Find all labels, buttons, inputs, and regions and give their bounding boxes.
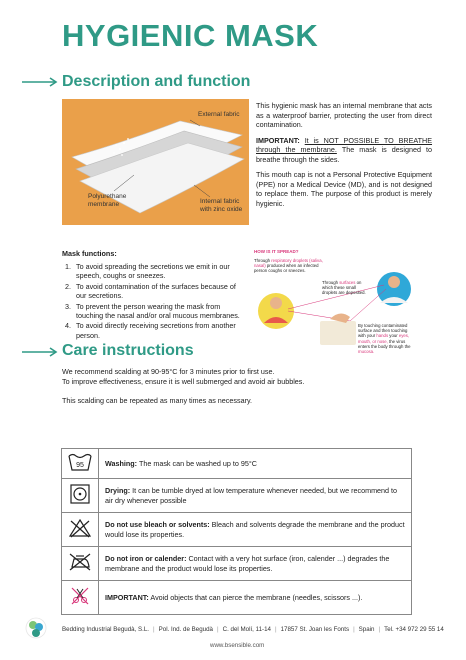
footer-phone: Tel. +34 972 29 55 14 (384, 626, 444, 633)
arrow-right-icon (22, 76, 58, 88)
footer-country: Spain (358, 626, 375, 633)
footer-address-city: 17857 St. Joan les Fonts (280, 626, 350, 633)
spread-heading: HOW IS IT SPREAD? (254, 249, 299, 254)
list-item-number: 4. (65, 321, 71, 331)
important-underlined-text: It is NOT POSSIBLE TO BREATHE through the membrane. (256, 135, 433, 154)
no-sharp-objects-icon (62, 581, 99, 615)
important-label: IMPORTANT: (256, 135, 300, 145)
table-row (62, 581, 412, 615)
spread-infographic (254, 249, 412, 355)
table-row (62, 547, 412, 581)
care-heading: Care instructions (62, 342, 194, 359)
spread-touch-text: By touching contaminated surface and then touching with your hands your eyes, mouth, or nose, the virus enters the body through the mucosa. (358, 323, 411, 355)
arrow-right-icon (22, 346, 58, 358)
company-logo (24, 616, 48, 644)
list-item-number: 2. (65, 281, 71, 291)
washing-instruction: Washing: The mask can be washed up to 95°C (99, 449, 412, 479)
wash-95-icon (62, 449, 99, 479)
list-item (62, 282, 246, 301)
care-line-scalding: We recommend scalding at 90-95°C for 3 minutes prior to first use. (62, 367, 275, 376)
footer-address-street: C. del Molí, 11-14 (222, 626, 271, 633)
tumble-dry-icon (62, 479, 99, 513)
table-row (62, 513, 412, 547)
important-rest-text: The mask is designed to breathe through the sides. (256, 145, 433, 164)
list-item (62, 321, 246, 340)
description-paragraph: This hygienic mask has an internal membrane that acts as a waterproof barrier, protecting the user from direct contamination. (256, 101, 432, 129)
list-item-number: 1. (65, 262, 71, 271)
list-item-text: To avoid spreading the secretions we emit in our speech, coughs or sneezes. (76, 262, 230, 281)
no-iron-icon (62, 547, 99, 581)
svg-text:95: 95 (76, 462, 84, 470)
no-iron-instruction: Do not iron or calender: Contact with a very hot surface (iron, calender ...) degrades the membrane and the product would lose its properties. (99, 547, 412, 581)
list-item (62, 302, 246, 321)
ppe-disclaimer-paragraph: This mouth cap is not a Personal Protective Equipment (PPE) nor a Medical Device (MD), and is not designed to replace them. The purpose of this product is merely hygienic. (256, 170, 432, 208)
list-item-text: To avoid contamination of the surfaces because of our secretions. (76, 281, 236, 301)
description-text (256, 101, 432, 214)
polyurethane-label-line1: Polyurethane (88, 193, 127, 200)
no-bleach-icon (62, 513, 99, 547)
spread-surfaces-text: Through surfaces on which these small droplets are deposited. (322, 280, 366, 296)
page-title: HYGIENIC MASK (62, 18, 319, 53)
care-text (62, 367, 422, 405)
list-item-number: 3. (65, 301, 71, 311)
drying-instruction: Drying: It can be tumble dryed at low temperature whenever needed, but we recommend to air dry whenever possible (99, 479, 412, 513)
care-symbols-table (61, 448, 412, 615)
footer-address-industrial-park: Pol. Ind. de Begudà (158, 626, 213, 633)
mask-functions-list (62, 262, 246, 341)
mask-functions-title: Mask functions: (62, 249, 117, 258)
external-fabric-label: External fabric (198, 111, 240, 118)
table-row (62, 479, 412, 513)
footer-website-link[interactable]: www.bsensible.com (210, 642, 265, 649)
list-item-text: To avoid directly receiving secretions from another person. (76, 321, 236, 340)
no-bleach-instruction: Do not use bleach or solvents: Bleach and solvents degrade the membrane and the product would lose its properties. (99, 513, 412, 547)
description-heading: Description and function (62, 73, 251, 90)
mask-layers-illustration (62, 99, 249, 225)
care-line-repeat: This scalding can be repeated as many times as necessary. (62, 395, 253, 405)
list-item (62, 262, 246, 281)
list-item-text: To prevent the person wearing the mask from touching the nasal and/or oral mucous membranes. (76, 301, 240, 321)
internal-fabric-label-line2: with zinc oxide (200, 206, 243, 213)
care-line-effectiveness: To improve effectiveness, ensure it is well submerged and avoid air bubbles. (62, 376, 305, 386)
footer-company: Bedding Industrial Begudà, S.L. (62, 626, 150, 633)
spread-droplets-text: Through respiratory droplets (saliva, nasal) produced when an infected person coughs or sneezes. (254, 258, 323, 274)
table-row (62, 449, 412, 479)
important-paragraph (256, 136, 432, 165)
footer-contact: Bedding Industrial Begudà, S.L. | Pol. Ind. de Begudà | C. del Molí, 11-14 | 17857 St. Joan les Fonts | Spain | Tel. +34 972 29 55 14 (62, 626, 444, 633)
polyurethane-label-line2: membrane (88, 201, 120, 208)
internal-fabric-label-line1: Internal fabric (200, 198, 240, 205)
sharp-objects-warning: IMPORTANT: Avoid objects that can pierce the membrane (needles, scissors ...). (99, 581, 412, 615)
